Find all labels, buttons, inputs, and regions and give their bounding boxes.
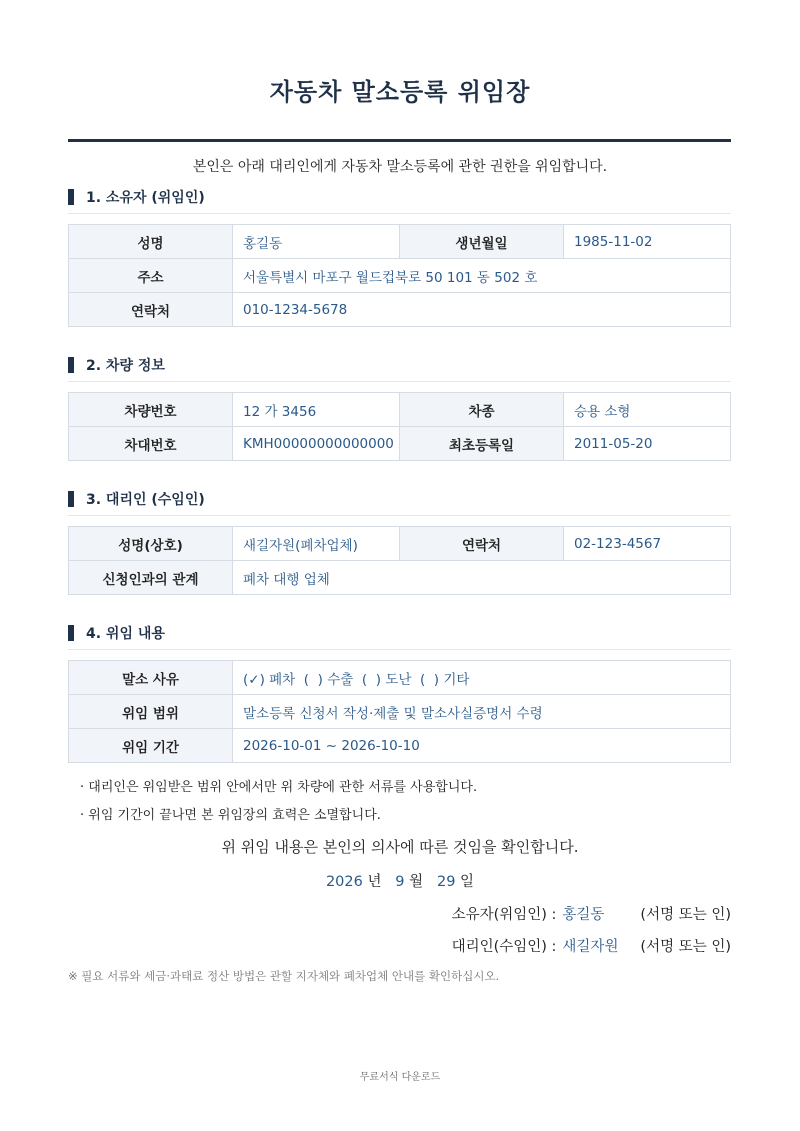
delegation-table [68,660,731,763]
agent-relation-value: 폐차 대행 업체 [233,561,731,595]
section-heading: 4. 위임 내용 [86,626,165,642]
date-day-unit: 일 [460,874,475,890]
field-label: 위임 범위 [69,695,233,729]
note-item: · 대리인은 위임받은 범위 안에서만 위 차량에 관한 서류를 사용합니다. [80,780,478,795]
signature-placeholder: (서명 또는 인) [640,907,731,923]
section-heading: 1. 소유자 (위임인) [86,190,205,206]
agent-table [68,526,731,595]
section-heading: 3. 대리인 (수임인) [86,492,205,508]
section-marker [68,357,74,373]
section-owner [68,187,731,327]
table-row [69,561,731,595]
field-label: 차대번호 [69,427,233,461]
delegation-period-value: 2026-10-01 ~ 2026-10-10 [233,729,731,763]
table-row [69,527,731,561]
plate-number-value: 12 가 3456 [233,393,400,427]
owner-signature-name: 홍길동 [562,907,605,923]
section-heading: 2. 차량 정보 [86,358,165,374]
vehicle-type-value: 승용 소형 [564,393,731,427]
field-label: 차량번호 [69,393,233,427]
vehicle-table [68,392,731,461]
date-line [0,870,800,891]
owner-address-value: 서울특별시 마포구 월드컵북로 50 101 동 502 호 [233,259,731,293]
field-label: 생년월일 [400,225,564,259]
field-label: 위임 기간 [69,729,233,763]
agent-signature-name: 새길자원 [562,939,619,955]
owner-name-value: 홍길동 [233,225,400,259]
field-label: 말소 사유 [69,661,233,695]
date-day: 29 [436,874,456,890]
table-row [69,393,731,427]
table-row [69,661,731,695]
confirmation-text: 위 위임 내용은 본인의 의사에 따른 것임을 확인합니다. [221,838,579,856]
delegation-scope-value: 말소등록 신청서 작성·제출 및 말소사실증명서 수령 [233,695,731,729]
title-divider [68,139,731,142]
field-label: 연락처 [400,527,564,561]
field-label: 성명 [69,225,233,259]
agent-signature-line [452,935,731,956]
intro-text: 본인은 아래 대리인에게 자동차 말소등록에 관한 권한을 위임합니다. [192,159,608,175]
date-month-unit: 월 [409,874,424,890]
vin-value: KMH00000000000000 [233,427,400,461]
note-item: · 위임 기간이 끝나면 본 위임장의 효력은 소멸합니다. [80,808,381,823]
section-marker [68,625,74,641]
field-label: 차종 [400,393,564,427]
table-row [69,225,731,259]
date-year: 2026 [325,874,363,890]
date-month: 9 [395,874,405,890]
section-agent [68,489,731,595]
field-label: 성명(상호) [69,527,233,561]
field-label: 주소 [69,259,233,293]
owner-birthdate-value: 1985-11-02 [564,225,731,259]
signature-label: 소유자(위임인) : [451,907,557,923]
table-row [69,259,731,293]
first-registration-value: 2011-05-20 [564,427,731,461]
footnote: ※ 필요 서류와 세금·과태료 정산 방법은 관할 지자체와 폐차업체 안내를 확인하십시오. [68,969,500,983]
owner-phone-value: 010-1234-5678 [233,293,731,327]
footer-text: 무료서식 다운로드 [359,1072,441,1083]
section-marker [68,189,74,205]
owner-table [68,224,731,327]
owner-signature-line [452,903,731,924]
table-row [69,427,731,461]
agent-name-value: 새길자원(폐차업체) [233,527,400,561]
signature-placeholder: (서명 또는 인) [640,939,731,955]
document-title: 자동차 말소등록 위임장 [269,78,531,106]
section-vehicle [68,355,731,461]
field-label: 연락처 [69,293,233,327]
section-delegation [68,623,731,763]
table-row [69,695,731,729]
agent-phone-value: 02-123-4567 [564,527,731,561]
signature-label: 대리인(수임인) : [451,939,557,955]
field-label: 신청인과의 관계 [69,561,233,595]
notes-list [80,778,477,834]
table-row [69,729,731,763]
date-year-unit: 년 [367,874,382,890]
field-label: 최초등록일 [400,427,564,461]
table-row [69,293,731,327]
section-marker [68,491,74,507]
cancellation-reason-value: (✓) 폐차 ( ) 수출 ( ) 도난 ( ) 기타 [233,661,731,695]
